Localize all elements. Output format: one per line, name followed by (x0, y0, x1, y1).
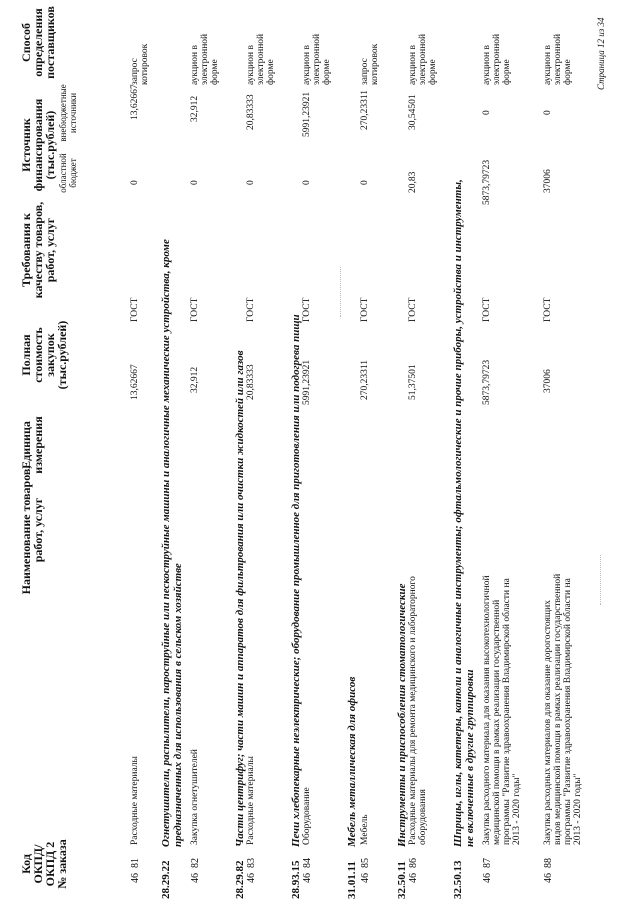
row-cost: 13,62667 (130, 364, 140, 400)
header-code-line: ОКПД/ (31, 844, 45, 884)
page-footer: Страница 12 из 34 (596, 17, 606, 90)
section-code: 28.93.15 (290, 860, 302, 899)
header-unit (20, 400, 44, 490)
row-req: ГОСТ (190, 297, 200, 322)
header-sub-line: внебюджетные (58, 84, 68, 142)
row-name (482, 575, 522, 845)
row-regional: 0 (190, 180, 200, 185)
name-line: Расходные материалы для ремонта медицинского и лабораторного (408, 576, 418, 845)
section-line: Огнетушители, распылители, пароструйные или пескоструйные машины и аналогичные механические устройства, кроме (160, 239, 172, 847)
row-number: 46 86 (408, 858, 419, 883)
row-regional: 0 (246, 180, 256, 185)
method-line: электронной (553, 33, 563, 85)
method-line: аукцион в (246, 45, 256, 85)
header-source-extra (58, 81, 78, 145)
header-req-line: работ, услуг (43, 217, 57, 283)
row-method (543, 34, 573, 85)
row-number: 46 84 (302, 858, 313, 883)
header-source-line: Источник (19, 118, 33, 172)
row-req: ГОСТ (360, 297, 370, 322)
header-cost (20, 310, 68, 400)
method-line: запрос (130, 58, 140, 85)
method-line: электронной (312, 33, 322, 85)
method-line: форме (322, 59, 332, 85)
row-name: Оборудование (302, 787, 312, 845)
name-line: медицинской помощи в рамках реализации государственной (492, 599, 502, 845)
row-cost: 32,912 (190, 366, 200, 393)
row-name: Расходные материалы (130, 756, 140, 845)
section-code: 28.29.82 (234, 860, 246, 899)
header-unit-line: измерения (31, 416, 45, 474)
name-line: Закупка расходных материалов для оказание дорогостоящих (543, 599, 553, 845)
row-number: 46 81 (130, 858, 141, 883)
method-line: аукцион в (190, 45, 200, 85)
section-title: Печи хлебопекарные неэлектрические; оборудование промышленное для приготовления или подогрева пищи (290, 314, 302, 847)
method-line: аукцион в (543, 45, 553, 85)
row-method (190, 34, 220, 85)
method-line: котировок (370, 43, 380, 85)
row-extra: 0 (543, 110, 553, 115)
row-extra: 32,912 (190, 95, 200, 122)
header-method (20, 0, 56, 90)
row-regional: 0 (360, 180, 370, 185)
section-title (452, 179, 476, 847)
header-cost-line: Полная (19, 334, 33, 376)
name-line: 2013 - 2020 годы" (512, 773, 522, 845)
row-regional: 0 (302, 180, 312, 185)
method-line: форме (266, 59, 276, 85)
row-method (408, 34, 438, 85)
method-line: электронной (256, 33, 266, 85)
section-title: Инструменты и приспособления стоматологические (396, 583, 408, 847)
section-title: Мебель металлическая для офисов (346, 676, 358, 847)
row-req: ГОСТ (246, 297, 256, 322)
header-code (20, 829, 68, 899)
row-method (360, 44, 380, 85)
method-line: форме (563, 59, 573, 85)
row-method (302, 34, 332, 85)
row-regional: 5873,79723 (482, 159, 492, 205)
header-method-line: определения (31, 8, 45, 77)
header-cost-line: (тыс.рублей) (55, 320, 69, 390)
method-line: электронной (200, 33, 210, 85)
section-title: Части центрифуг; части машин и аппаратов для фильтрования или очистки жидкостей или газов (234, 350, 246, 847)
row-cost: 270,23311 (360, 359, 370, 400)
method-line: электронной (418, 33, 428, 85)
method-line: котировок (140, 43, 150, 85)
row-req: ГОСТ (302, 297, 312, 322)
row-req: ГОСТ (130, 297, 140, 322)
row-extra: 30,54501 (408, 94, 418, 130)
row-cost: 5991,23921 (302, 359, 312, 405)
header-source-line: финансирования (31, 98, 45, 192)
section-code: 32.50.11 (396, 861, 408, 899)
header-requirements (20, 200, 56, 300)
row-number: 46 83 (246, 858, 257, 883)
row-name (543, 574, 583, 845)
row-name: Мебель (360, 814, 370, 845)
scan-mark (340, 267, 342, 317)
row-regional: 20,83 (408, 171, 418, 193)
row-extra: 5991,23921 (302, 91, 312, 137)
method-line: форме (502, 59, 512, 85)
section-code: 28.29.22 (160, 860, 172, 899)
name-line: 2013 - 2020 годы" (573, 773, 583, 845)
header-name-line: Наименование товаров, (19, 465, 33, 595)
header-method-line: Способ (19, 23, 33, 62)
method-line: форме (210, 59, 220, 85)
name-line: видов медицинской помощи в рамках реализации государственной (553, 573, 563, 845)
row-method (130, 44, 150, 85)
row-regional: 0 (130, 180, 140, 185)
header-code-line: Код (19, 854, 33, 874)
row-extra: 13,62667 (130, 84, 140, 120)
row-method (246, 34, 276, 85)
row-regional: 37006 (543, 169, 553, 193)
header-source-regional (58, 143, 78, 203)
header-method-line: поставщиков (43, 6, 57, 79)
header-cost-line: стоимость (31, 327, 45, 383)
header-code-line: № заказа (55, 839, 69, 889)
section-code: 32.50.13 (452, 860, 464, 899)
row-extra: 20,83333 (246, 94, 256, 130)
header-req-line: Требования к (19, 213, 33, 287)
header-cost-line: закупок (43, 333, 57, 377)
row-name: Расходные материалы (246, 756, 256, 845)
row-cost: 20,83333 (246, 364, 256, 400)
row-method (482, 34, 512, 85)
row-extra: 270,23311 (360, 89, 370, 130)
row-number: 46 87 (482, 858, 493, 883)
row-req: ГОСТ (408, 297, 418, 322)
header-unit-line: Единица (19, 421, 33, 469)
name-line: программы "Развитие здравоохранения Владимирской области на (563, 578, 573, 845)
scan-mark (600, 555, 602, 605)
section-line: предназначенных для использования в сельском хозяйстве (172, 563, 184, 847)
method-line: электронной (492, 33, 502, 85)
row-number: 46 82 (190, 858, 201, 883)
method-line: аукцион в (302, 45, 312, 85)
header-name-line: работ, услуг (31, 497, 45, 563)
method-line: запрос (360, 58, 370, 85)
header-source-line: (тыс.рублей) (43, 110, 57, 180)
row-req: ГОСТ (543, 297, 553, 322)
method-line: аукцион в (408, 45, 418, 85)
row-req: ГОСТ (482, 297, 492, 322)
row-number: 46 88 (543, 858, 554, 883)
header-source (20, 85, 56, 205)
row-extra: 0 (482, 110, 492, 115)
method-line: форме (428, 59, 438, 85)
row-name (408, 576, 428, 845)
name-line: программы "Развитие здравоохранения Владимирской области на (502, 578, 512, 845)
row-number: 46 85 (360, 858, 371, 883)
section-code: 31.01.11 (346, 861, 358, 899)
name-line: оборудования (418, 789, 428, 845)
header-sub-line: источники (68, 92, 78, 134)
row-cost: 37006 (543, 369, 553, 393)
name-line: Закупка расходного материала для оказания высокотехнологичной (482, 575, 492, 845)
row-cost: 51,37501 (408, 364, 418, 400)
header-code-line: ОКПД 2 (43, 841, 57, 887)
section-line: не включенные в другие группировки (464, 669, 476, 847)
header-sub-line: бюджет (68, 158, 78, 188)
header-req-line: качеству товаров, (31, 201, 45, 299)
header-sub-line: областной (58, 153, 68, 193)
row-cost: 5873,79723 (482, 359, 492, 405)
row-name: Закупка огнетушителей (190, 749, 200, 845)
method-line: аукцион в (482, 45, 492, 85)
section-line: Шприцы, иглы, катетеры, канюли и аналогичные инструменты; офтальмологические и прочие приборы, устройства и инструменты, (452, 179, 464, 847)
section-title (160, 239, 184, 847)
